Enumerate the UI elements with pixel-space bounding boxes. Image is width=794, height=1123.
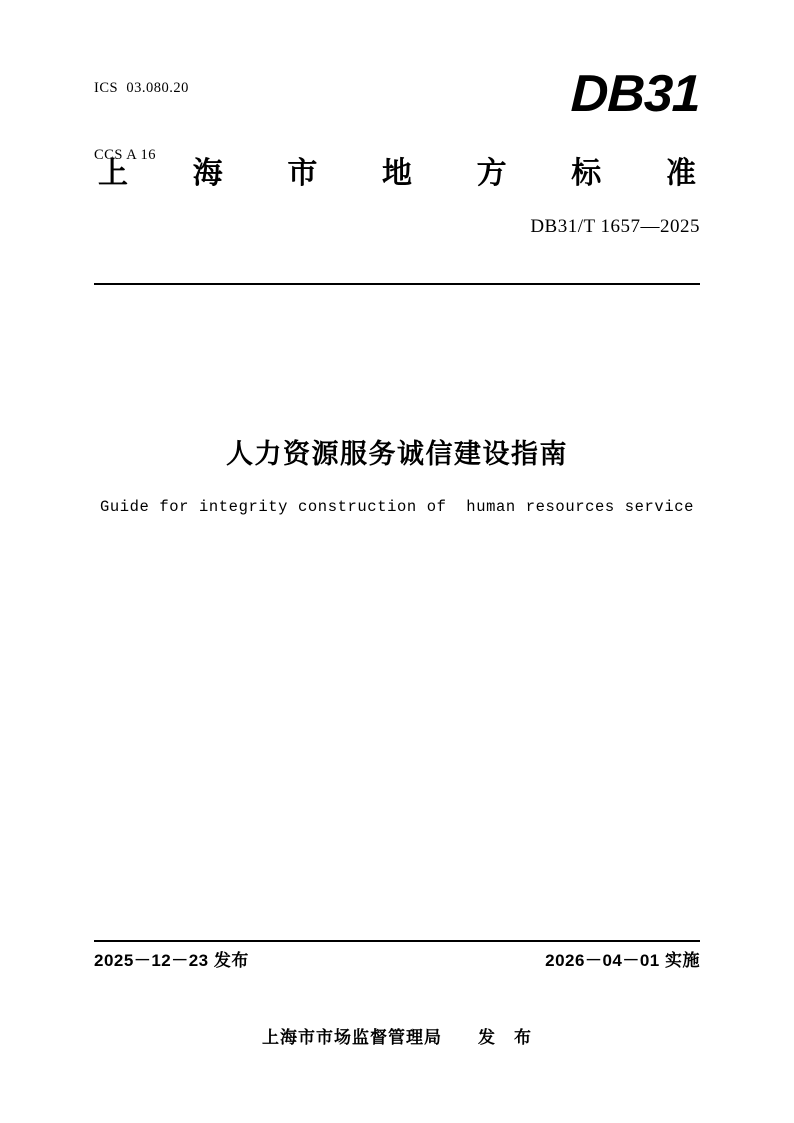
header-divider bbox=[94, 283, 700, 285]
title-char-3: 地 bbox=[381, 157, 412, 190]
ics-code: ICS 03.080.20 bbox=[94, 79, 189, 96]
ccs-code: CCS A 16 bbox=[94, 147, 157, 164]
title-char-0: 上 bbox=[98, 157, 128, 190]
footer-divider bbox=[94, 940, 700, 942]
document-title-chinese: 人力资源服务诚信建设指南 bbox=[226, 439, 568, 469]
title-char-4: 方 bbox=[476, 157, 507, 190]
title-char-6: 准 bbox=[665, 157, 696, 190]
title-char-1: 海 bbox=[192, 157, 223, 190]
standard-number: DB31/T 1657—2025 bbox=[530, 216, 700, 237]
standard-type-title bbox=[98, 148, 696, 192]
publisher-line: 上海市市场监督管理局 发 布 bbox=[262, 1028, 532, 1047]
title-char-2: 市 bbox=[287, 157, 318, 190]
db31-emblem: DB31 bbox=[570, 65, 702, 123]
title-char-5: 标 bbox=[571, 157, 602, 190]
page-content bbox=[94, 0, 700, 1123]
date-row bbox=[94, 946, 700, 971]
document-title-english: Guide for integrity construction of human resources service bbox=[99, 498, 695, 516]
effective-date: 2026－04－01 实施 bbox=[545, 951, 700, 970]
issue-date: 2025－12－23 发布 bbox=[94, 951, 249, 970]
